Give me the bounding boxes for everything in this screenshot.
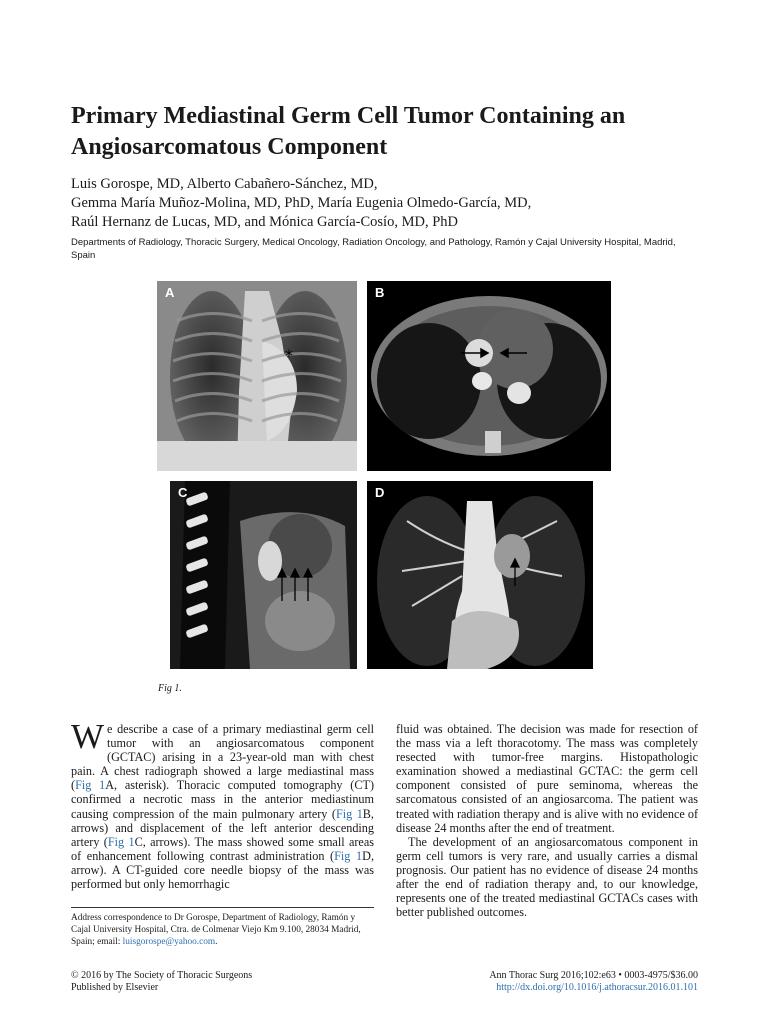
body-column-right — [396, 722, 698, 919]
footer-right — [489, 970, 698, 994]
body-column-left — [71, 717, 374, 892]
figure-panel-d — [367, 481, 593, 669]
article-title: Primary Mediastinal Germ Cell Tumor Containing an Angiosarcomatous Component — [71, 103, 626, 160]
correspondence-footnote: Address correspondence to Dr Gorospe, Department of Radiology, Ramón y Cajal University Hospital, Ctra. de Colmenar Viejo Km 9.100, 28034 Madrid, Spain; email: luisgorospe@yahoo.com. — [71, 913, 361, 947]
figure-reference-link[interactable]: Fig 1 — [107, 834, 135, 849]
affiliation: Departments of Radiology, Thoracic Surgery, Medical Oncology, Radiation Oncology, and Pathology, Ramón y Cajal University Hospital, Madrid, Spain — [71, 237, 676, 261]
author-line: Luis Gorospe, MD, Alberto Cabañero-Sánchez, MD, — [71, 176, 378, 192]
panel-label-d: D — [375, 485, 385, 500]
citation-line: Ann Thorac Surg 2016;102:e63 • 0003-4975/$36.00 — [489, 970, 698, 981]
body-paragraph: We describe a case of a primary mediastinal germ cell tumor with an angiosarcomatous component (GCTAC) arising in a 23-year-old man with chest pain. A chest radiograph showed a large mediastinal mass (Fig 1A, asterisk). Thoracic computed tomography (CT) confirmed a necrotic mass in the anterior mediastinum causing compression of the main pulmonary artery (Fig 1B, arrows) and displacement of the left anterior descending artery (Fig 1C, arrows). The mass showed some small areas of enhancement following contrast administration (Fig 1D, arrow). A CT-guided core needle biopsy of the mass was performed but only hemorrhagic — [71, 717, 374, 892]
chest-radiograph-image — [157, 281, 357, 471]
footer-left — [71, 970, 252, 994]
drop-cap: W — [71, 717, 105, 756]
email-link[interactable]: luisgorospe@yahoo.com — [122, 937, 216, 947]
publisher-line: Published by Elsevier — [71, 982, 159, 993]
figure-panel-a — [157, 281, 357, 471]
copyright-line: © 2016 by The Society of Thoracic Surgeons — [71, 970, 253, 981]
panel-label-c: C — [178, 485, 188, 500]
author-line: Raúl Hernanz de Lucas, MD, and Mónica García-Cosío, MD, PhD — [71, 214, 458, 230]
figure-reference-link[interactable]: Fig 1 — [75, 778, 106, 793]
author-list — [71, 175, 711, 232]
sagittal-ct-image — [170, 481, 357, 669]
figure-reference-link[interactable]: Fig 1 — [335, 806, 363, 821]
figure-panel-b — [367, 281, 611, 471]
body-paragraph: The development of an angiosarcomatous component in germ cell tumors is very rare, and usually carries a dismal prognosis. Our patient has no evidence of disease 24 months after the end of radiation therapy and, to our knowledge, represents one of the treated mediastinal GCTACs cases with better published outcomes. — [396, 834, 698, 920]
coronal-ct-image — [367, 481, 593, 669]
axial-ct-image — [367, 281, 611, 471]
figure-panel-c — [170, 481, 357, 669]
author-line: Gemma María Muñoz-Molina, MD, PhD, María Eugenia Olmedo-García, MD, — [71, 195, 532, 211]
doi-link[interactable]: http://dx.doi.org/10.1016/j.athoracsur.2016.01.101 — [496, 982, 698, 993]
figure-caption: Fig 1. — [158, 683, 182, 694]
asterisk-marker: * — [285, 346, 293, 365]
body-paragraph: fluid was obtained. The decision was made for resection of the mass via a left thoracotomy. The mass was completely resected with tumor-free margins. Histopathologic examination showed a mediastinal GCTAC: the germ cell component consisted of pure seminoma, whereas the sarcomatous consisted of an angiosarcoma. The patient was treated with radiation therapy and is alive with no evidence of disease 24 months after the end of treatment. — [396, 722, 698, 835]
footnote-divider — [71, 907, 374, 908]
figure-reference-link[interactable]: Fig 1 — [334, 848, 363, 863]
panel-label-a: A — [165, 285, 175, 300]
panel-label-b: B — [375, 285, 385, 300]
